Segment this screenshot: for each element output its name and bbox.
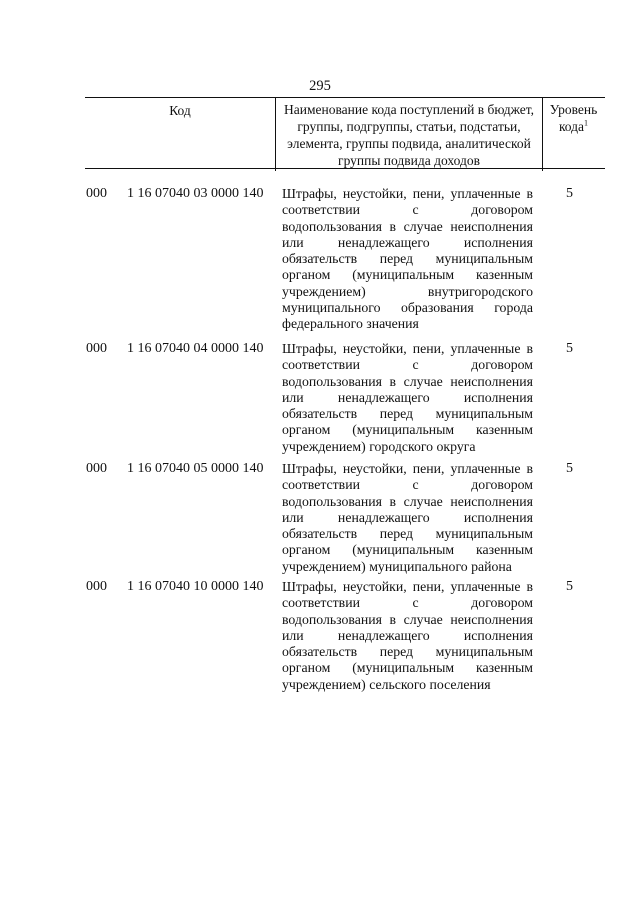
table-body bbox=[0, 186, 640, 693]
revenue-code: 1 16 07040 04 0000 140 bbox=[127, 341, 264, 356]
code-level: 5 bbox=[566, 461, 573, 476]
revenue-name: Штрафы, неустойки, пени, уплаченные в соответствии с договором водопользования в случае неисполнения или ненадлежащего исполнения обязательств перед муниципальным органом (муниципальным казенным учреждением) муниципального района bbox=[282, 461, 533, 574]
admin-code: 000 bbox=[86, 461, 107, 476]
header-level-label: Уровень кода bbox=[549, 102, 598, 134]
code-level: 5 bbox=[566, 186, 573, 201]
header-level bbox=[542, 98, 605, 171]
admin-code: 000 bbox=[86, 341, 107, 356]
table-row bbox=[0, 579, 640, 693]
admin-code: 000 bbox=[86, 186, 107, 201]
table-row bbox=[0, 461, 640, 579]
revenue-code: 1 16 07040 03 0000 140 bbox=[127, 186, 264, 201]
revenue-name: Штрафы, неустойки, пени, уплаченные в соответствии с договором водопользования в случае неисполнения или ненадлежащего исполнения обязательств перед муниципальным органом (муниципальным казенным учреждением) внутригородского муниципального образования города федерального значения bbox=[282, 186, 533, 332]
code-level: 5 bbox=[566, 341, 573, 356]
header-code: Код bbox=[169, 103, 191, 118]
table-header bbox=[85, 97, 605, 169]
code-level: 5 bbox=[566, 579, 573, 594]
revenue-name: Штрафы, неустойки, пени, уплаченные в соответствии с договором водопользования в случае неисполнения или ненадлежащего исполнения обязательств перед муниципальным органом (муниципальным казенным учреждением) городского округа bbox=[282, 341, 533, 454]
table-row bbox=[0, 341, 640, 461]
revenue-code: 1 16 07040 10 0000 140 bbox=[127, 579, 264, 594]
revenue-code: 1 16 07040 05 0000 140 bbox=[127, 461, 264, 476]
revenue-name: Штрафы, неустойки, пени, уплаченные в соответствии с договором водопользования в случае неисполнения или ненадлежащего исполнения обязательств перед муниципальным органом (муниципальным казенным учреждением) сельского поселения bbox=[282, 579, 533, 692]
header-name: Наименование кода поступлений в бюджет, группы, подгруппы, статьи, подстатьи, элемента, группы подвида, аналитической группы подвида доходов bbox=[275, 98, 543, 171]
admin-code: 000 bbox=[86, 579, 107, 594]
header-level-footnote: 1 bbox=[584, 118, 589, 128]
table-row bbox=[0, 186, 640, 341]
page-number: 295 bbox=[309, 78, 331, 94]
